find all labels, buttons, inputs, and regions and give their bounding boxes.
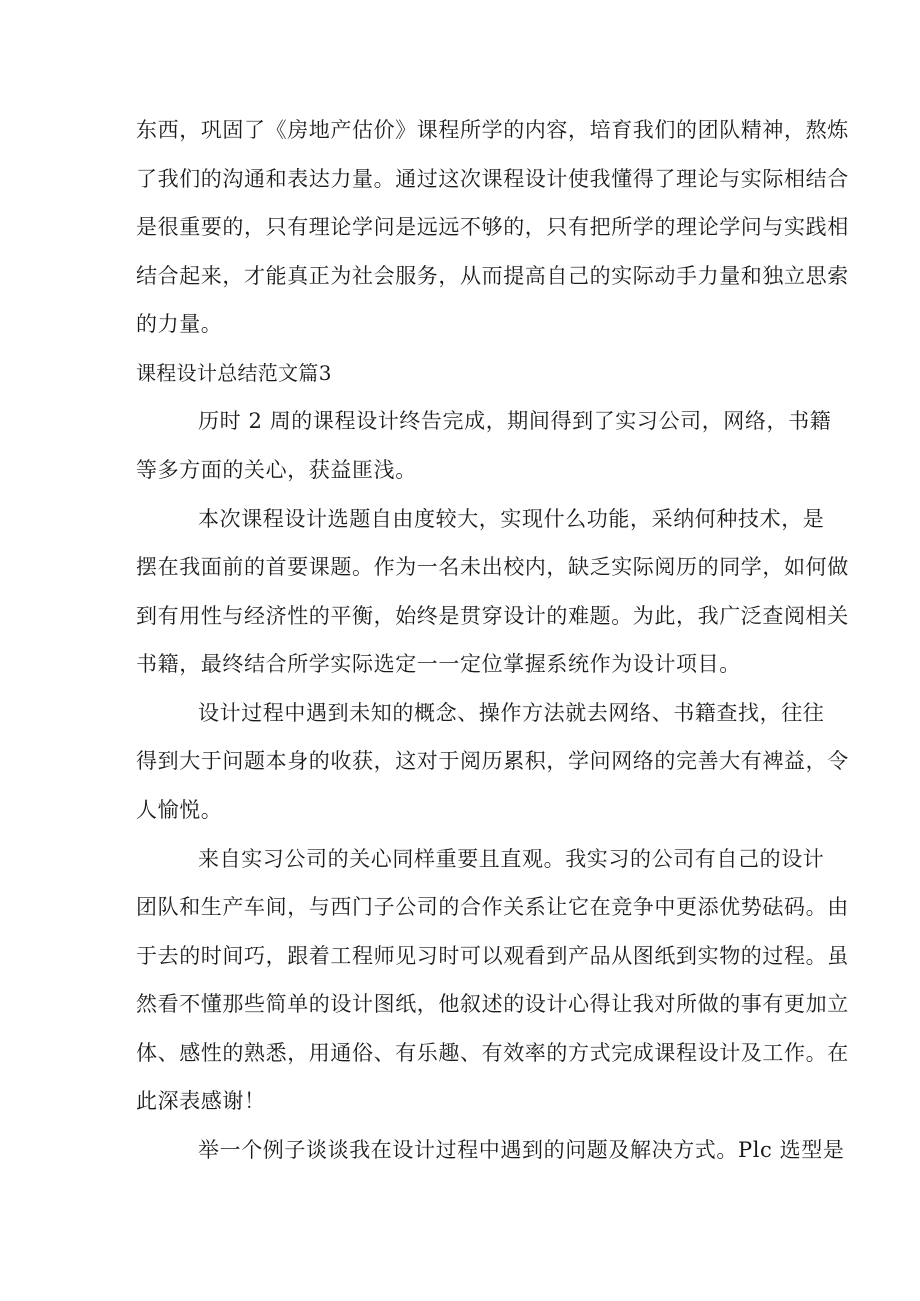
- text-line: 来自实习公司的关心同样重要且直观。我实习的公司有自己的设计: [198, 847, 825, 871]
- text-line: 了我们的沟通和表达力量。通过这次课程设计使我懂得了理论与实际相结合: [136, 167, 849, 191]
- text-line: 书籍，最终结合所学实际选定一一定位掌握系统作为设计项目。: [136, 652, 741, 676]
- text-line: 人愉悦。: [136, 798, 223, 822]
- text-line: 设计过程中遇到未知的概念、操作方法就去网络、书籍查找，往往: [198, 701, 825, 725]
- text-line: 团队和生产车间，与西门子公司的合作关系让它在竞争中更添优势砝码。由: [136, 895, 849, 919]
- text-line: 东西，巩固了《房地产估价》课程所学的内容，培育我们的团队精神，熬炼: [136, 118, 849, 142]
- text-line: 本次课程设计选题自由度较大，实现什么功能，采纳何种技术，是: [198, 507, 825, 531]
- text-line: 得到大于问题本身的收获，这对于阅历累积，学问网络的完善大有裨益，令: [136, 749, 849, 773]
- text-line: 摆在我面前的首要课题。作为一名未出校内，缺乏实际阅历的同学，如何做: [136, 555, 849, 579]
- text-line: 的力量。: [136, 312, 223, 336]
- text-line: 是很重要的，只有理论学问是远远不够的，只有把所学的理论学问与实践相: [136, 215, 849, 239]
- text-line: 此深表感谢！: [136, 1089, 266, 1113]
- text-line: 结合起来，才能真正为社会服务，从而提高自己的实际动手力量和独立思索: [136, 264, 849, 288]
- text-line: 到有用性与经济性的平衡，始终是贯穿设计的难题。为此，我广泛查阅相关: [136, 604, 849, 628]
- text-line: 然看不懂那些简单的设计图纸，他叙述的设计心得让我对所做的事有更加立: [136, 992, 849, 1016]
- text-line: 体、感性的熟悉，用通俗、有乐趣、有效率的方式完成课程设计及工作。在: [136, 1041, 849, 1065]
- text-line: 举一个例子谈谈我在设计过程中遇到的问题及解决方式。Plc 选型是: [198, 1138, 845, 1162]
- text-line: 历时 2 周的课程设计终告完成，期间得到了实习公司，网络，书籍: [198, 409, 832, 433]
- text-line: 等多方面的关心，获益匪浅。: [136, 458, 417, 482]
- text-line: 于去的时间巧，跟着工程师见习时可以观看到产品从图纸到实物的过程。虽: [136, 944, 849, 968]
- section-heading: 课程设计总结范文篇3: [136, 361, 332, 385]
